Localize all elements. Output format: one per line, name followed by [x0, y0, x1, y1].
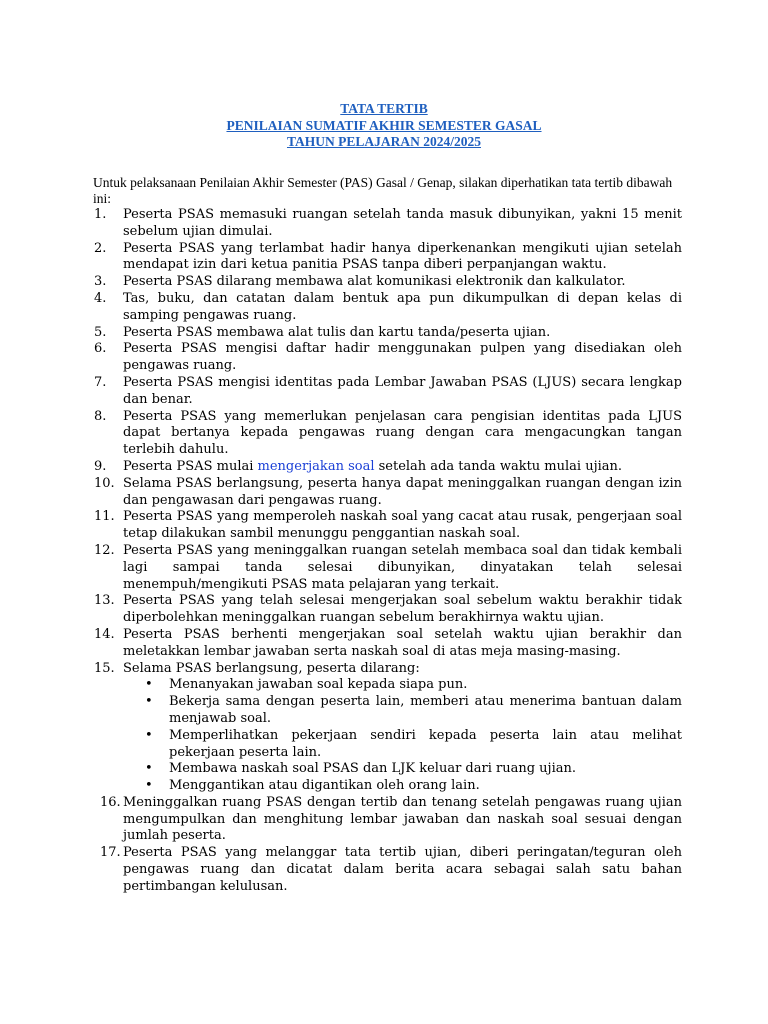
item-number: 14. [94, 626, 115, 642]
item-number: 15. [94, 660, 115, 676]
item-number: 10. [94, 475, 115, 491]
list-item [0, 593, 768, 627]
list-item [0, 207, 768, 241]
sub-list-item [0, 694, 768, 728]
title-line-1[interactable]: TATA TERTIB [340, 101, 428, 116]
bullet-icon: • [145, 761, 153, 777]
list-item [0, 341, 768, 375]
list-item [0, 375, 768, 409]
item-text: Selama PSAS berlangsung, peserta hanya dapat meninggalkan ruangan dengan izin dan pengawasan dari pengawas ruang. [123, 475, 682, 508]
sub-item-text: Membawa naskah soal PSAS dan LJK keluar dari ruang ujian. [169, 761, 576, 777]
bullet-icon: • [145, 778, 153, 794]
highlighted-text[interactable]: mengerjakan soal [257, 458, 375, 474]
list-item [0, 409, 768, 459]
item-text-before: Peserta PSAS mulai [123, 458, 258, 474]
bullet-icon: • [145, 727, 153, 743]
item-text: Peserta PSAS yang melanggar tata tertib ujian, diberi peringatan/teguran oleh pengawas ruang dan dicatat dalam berita acara sebagai salah satu bahan pertimbangan kelulusan. [123, 845, 682, 894]
item-text: Peserta PSAS berhenti mengerjakan soal setelah waktu ujian berakhir dan meletakkan lembar jawaban serta naskah soal di atas meja masing-masing. [123, 626, 682, 659]
list-item [0, 291, 768, 325]
list-item [0, 627, 768, 661]
rules-list [0, 207, 768, 896]
sub-list-item [0, 677, 768, 694]
list-item [0, 845, 768, 895]
item-number: 16. [100, 794, 121, 810]
item-text: Peserta PSAS yang memperoleh naskah soal yang cacat atau rusak, pengerjaan soal tetap dilakukan sambil menunggu penggantian naskah soal. [123, 509, 682, 542]
item-text: Tas, buku, dan catatan dalam bentuk apa pun dikumpulkan di depan kelas di samping pengawas ruang. [123, 290, 682, 323]
item-text: Peserta PSAS yang meninggalkan ruangan setelah membaca soal dan tidak kembali lagi sampai tanda selesai dibunyikan, dinyatakan telah selesai menempuh/mengikuti PSAS mata pelajaran yang terkait. [123, 542, 682, 592]
item-number: 5. [94, 324, 107, 340]
list-item [0, 509, 768, 543]
sub-list-item [0, 728, 768, 762]
item-number: 3. [94, 274, 107, 290]
list-item [0, 476, 768, 510]
list-item [0, 661, 768, 678]
item-number: 8. [94, 408, 107, 424]
list-item [0, 543, 768, 593]
sub-list-item [0, 761, 768, 778]
bullet-icon: • [145, 677, 153, 693]
item-text: Peserta PSAS yang memerlukan penjelasan cara pengisian identitas pada LJUS dapat bertanya kepada pengawas ruang dengan cara mengacungkan tangan terlebih dahulu. [123, 408, 682, 458]
sub-item-text: Menggantikan atau digantikan oleh orang lain. [169, 778, 480, 794]
item-number: 7. [94, 374, 107, 390]
document-title [0, 101, 768, 151]
intro-paragraph: Untuk pelaksanaan Penilaian Akhir Semester (PAS) Gasal / Genap, silakan diperhatikan tata tertib dibawah ini: [93, 175, 673, 206]
sub-item-text: Bekerja sama dengan peserta lain, memberi atau menerima bantuan dalam menjawab soal. [169, 694, 682, 726]
sub-list-item [0, 778, 768, 795]
item-number: 2. [94, 240, 107, 256]
bullet-icon: • [145, 694, 153, 710]
item-text: Peserta PSAS yang telah selesai mengerjakan soal sebelum waktu berakhir tidak diperbolehkan meninggalkan ruangan sebelum berakhirnya waktu ujian. [123, 593, 682, 626]
list-item [0, 241, 768, 275]
item-number: 4. [94, 290, 107, 306]
item-number: 1. [94, 207, 107, 222]
item-text-after: setelah ada tanda waktu mulai ujian. [374, 458, 623, 474]
list-item [0, 795, 768, 845]
sub-item-text: Menanyakan jawaban soal kepada siapa pun. [169, 677, 468, 693]
item-text: Peserta PSAS memasuki ruangan setelah tanda masuk dibunyikan, yakni 15 menit sebelum ujian dimulai. [123, 207, 682, 239]
item-text: Peserta PSAS mengisi identitas pada Lembar Jawaban PSAS (LJUS) secara lengkap dan benar. [123, 374, 682, 407]
item-number: 13. [94, 593, 115, 609]
item-text: Meninggalkan ruang PSAS dengan tertib dan tenang setelah pengawas ruang ujian mengumpulkan dan menghitung lembar jawaban dan naskah soal sesuai dengan jumlah peserta. [123, 794, 682, 844]
item-number: 9. [94, 458, 107, 474]
item-text: Peserta PSAS membawa alat tulis dan kartu tanda/peserta ujian. [123, 324, 551, 340]
item-number: 17. [100, 845, 121, 861]
list-item [0, 274, 768, 291]
item-number: 6. [94, 341, 107, 357]
item-text: Peserta PSAS mengisi daftar hadir menggunakan pulpen yang disediakan oleh pengawas ruang. [123, 341, 682, 374]
item-text: Peserta PSAS dilarang membawa alat komunikasi elektronik dan kalkulator. [123, 274, 626, 290]
sub-item-text: Memperlihatkan pekerjaan sendiri kepada peserta lain atau melihat pekerjaan peserta lain. [169, 727, 682, 760]
item-number: 11. [94, 509, 115, 525]
item-text: Peserta PSAS yang terlambat hadir hanya diperkenankan mengikuti ujian setelah mendapat izin dari ketua panitia PSAS tanpa diberi perpanjangan waktu. [123, 240, 682, 273]
item-text: Selama PSAS berlangsung, peserta dilarang: [123, 660, 420, 676]
item-number: 12. [94, 542, 115, 558]
list-item [0, 325, 768, 342]
list-item [0, 459, 768, 476]
title-line-3[interactable]: TAHUN PELAJARAN 2024/2025 [286, 134, 481, 149]
title-line-2[interactable]: PENILAIAN SUMATIF AKHIR SEMESTER GASAL [226, 117, 542, 133]
